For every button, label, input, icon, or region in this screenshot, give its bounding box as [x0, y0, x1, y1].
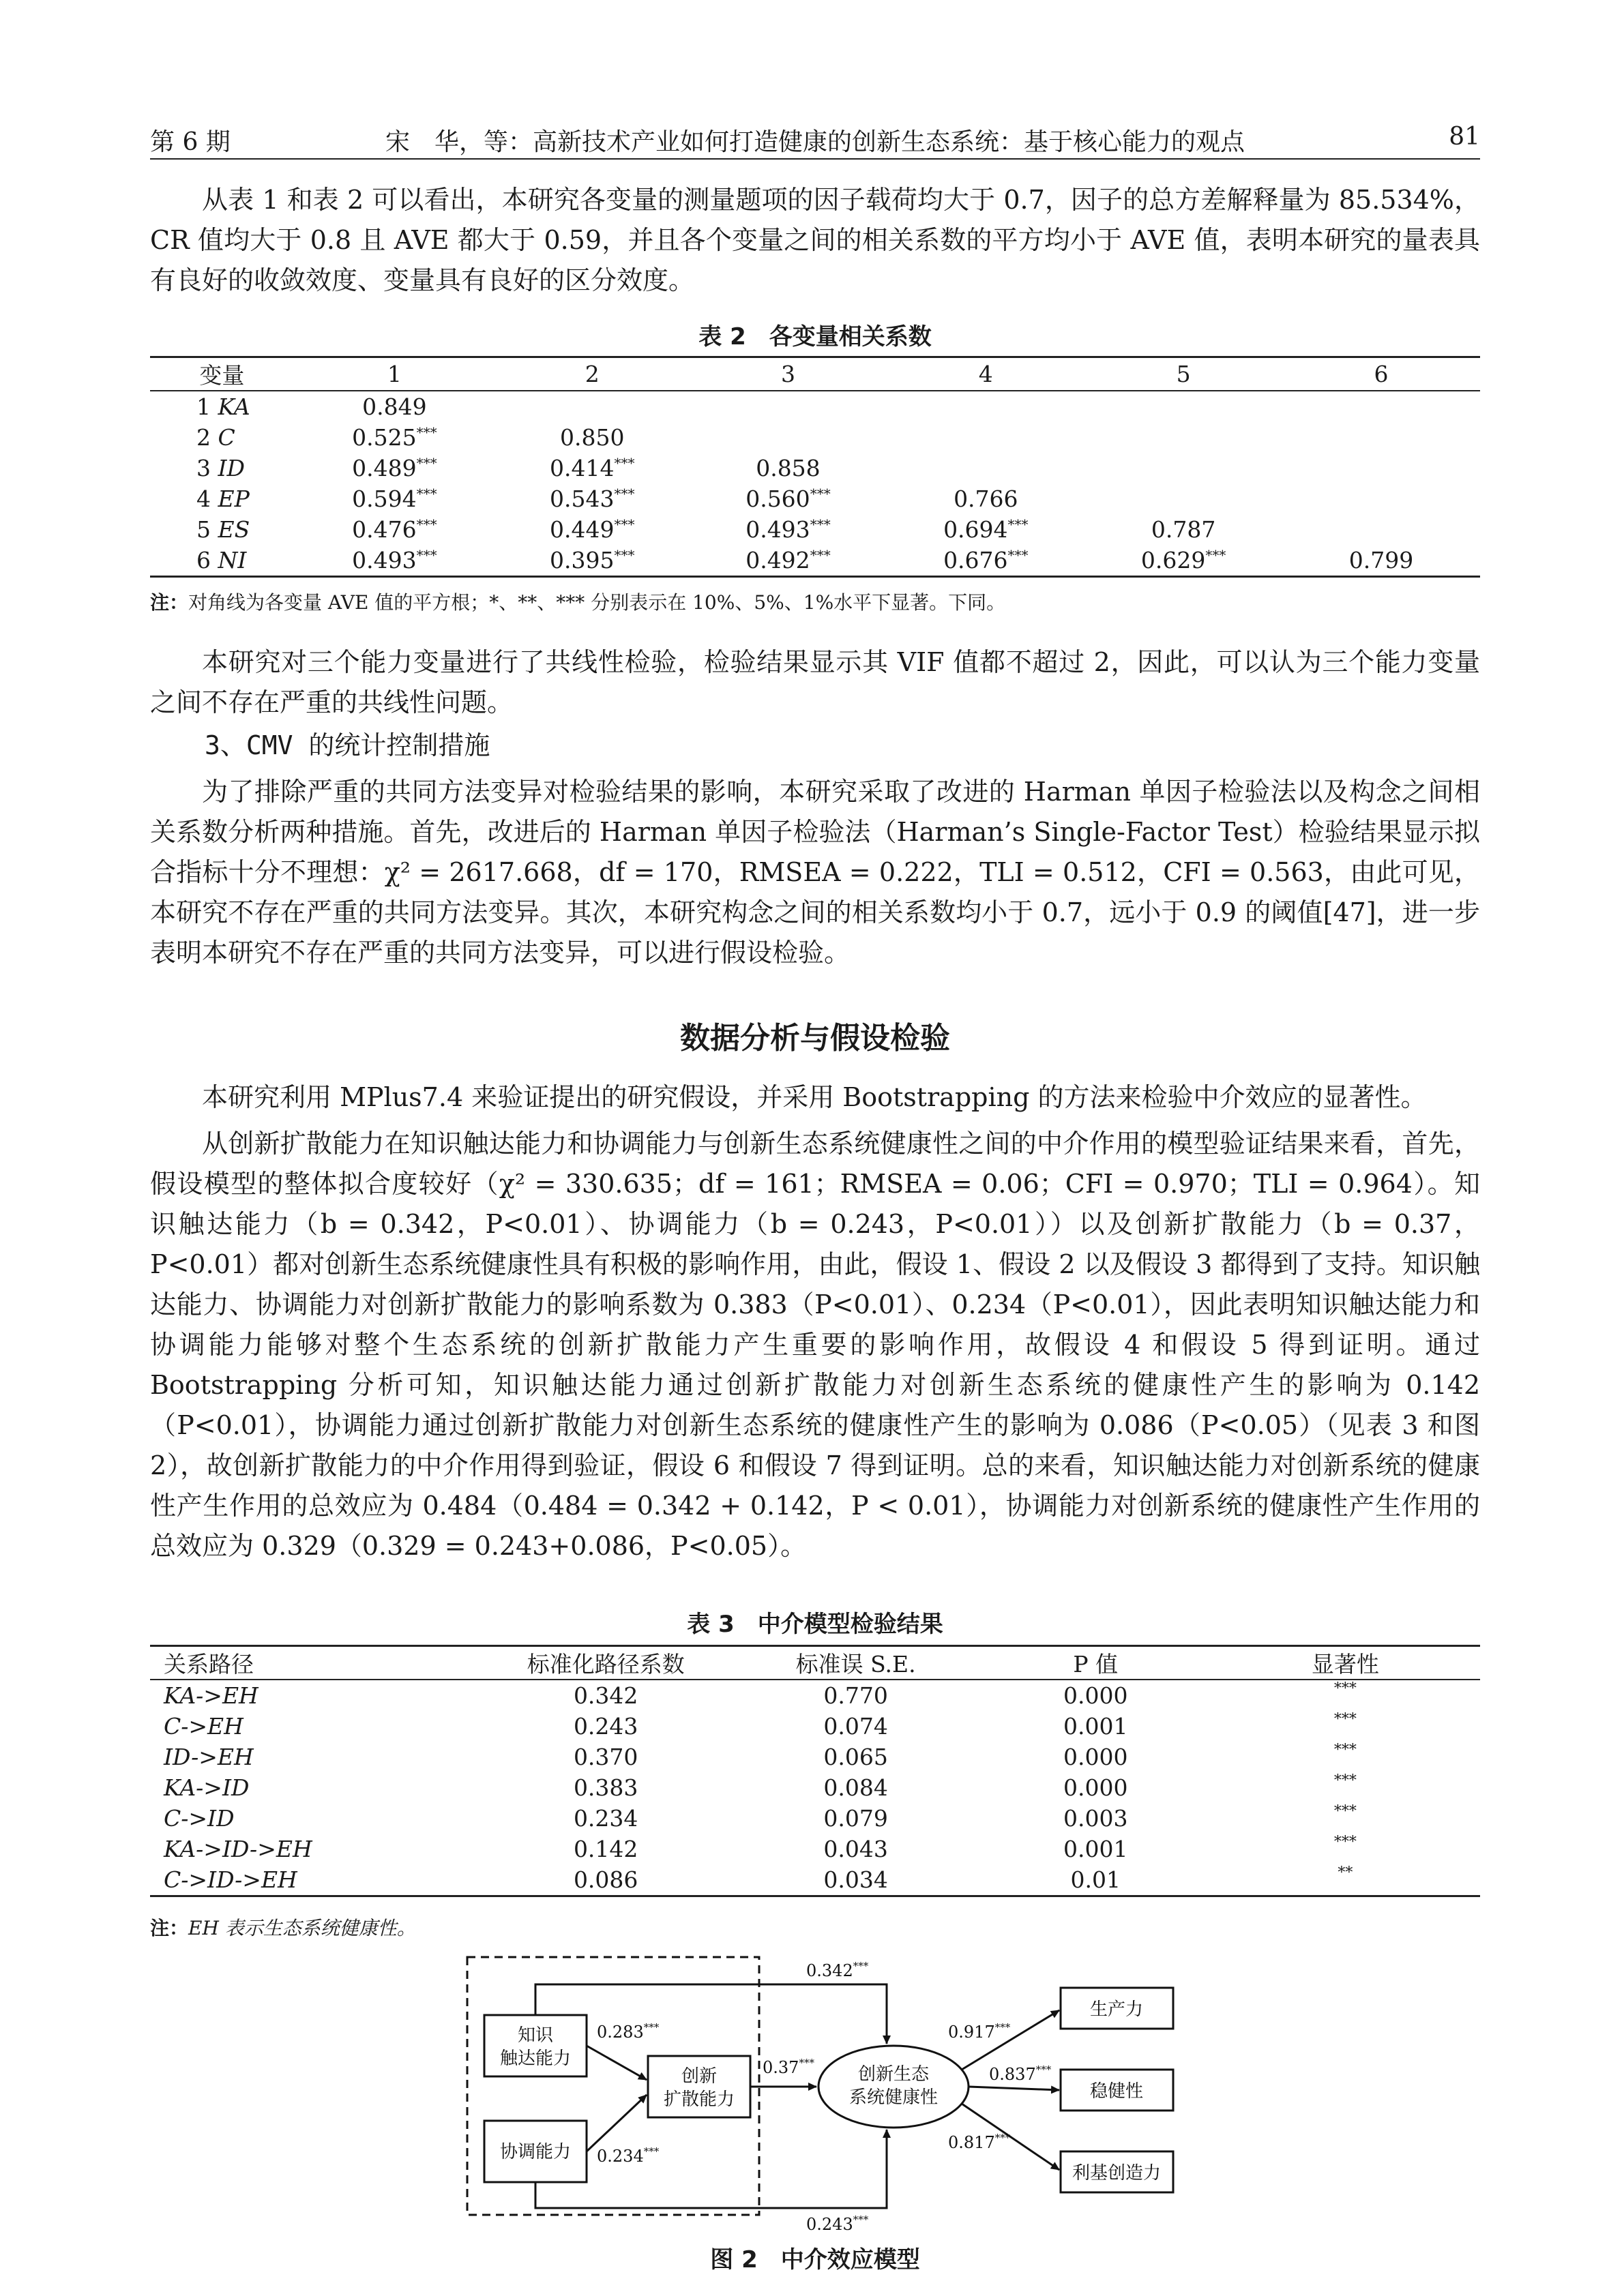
correlation-cell: 0.787	[1151, 516, 1216, 543]
node-ecosystem-health	[818, 2046, 969, 2128]
path-label: KA->ID->EH	[164, 1836, 312, 1862]
table-row	[150, 422, 1480, 453]
correlation-cell	[1282, 453, 1480, 483]
correlation-cell: 0.850	[559, 424, 625, 451]
table2-correlations	[150, 356, 1480, 578]
coef-id-eh: 0.37***	[763, 2057, 814, 2077]
article-title: 宋 华，等：高新技术产业如何打造健康的创新生态系统：基于核心能力的观点	[385, 128, 1245, 156]
correlation-cell	[1084, 422, 1282, 453]
correlation-cell: 0.694***	[943, 516, 1029, 543]
correlation-cell	[1282, 391, 1480, 422]
table2-header-cell: 1	[294, 357, 495, 391]
significance-cell: ***	[1333, 1742, 1357, 1759]
variable-label: 5 ES	[196, 516, 250, 543]
note-text: EH 表示生态系统健康性。	[188, 1917, 416, 1939]
correlation-cell	[887, 422, 1084, 453]
value-cell: 0.001	[1063, 1713, 1128, 1740]
table-row	[150, 1864, 1480, 1896]
variable-label: 3 ID	[196, 455, 245, 481]
correlation-cell	[1084, 483, 1282, 514]
table3-header-cell: 关系路径	[150, 1646, 481, 1680]
value-cell: 0.065	[823, 1744, 888, 1770]
value-cell: 0.086	[481, 1864, 730, 1896]
subheading-cmv: 3、CMV 的统计控制措施	[205, 730, 490, 760]
correlation-cell: 0.525***	[352, 424, 437, 451]
path-label: C->ID	[164, 1805, 235, 1832]
correlation-cell	[887, 391, 1084, 422]
variable-label: 2 C	[196, 424, 235, 451]
value-cell: 0.001	[1063, 1836, 1128, 1862]
table3-mediation	[150, 1645, 1480, 1897]
value-cell: 0.084	[823, 1774, 888, 1801]
significance-cell: ***	[1333, 1834, 1357, 1851]
coef-ka-eh: 0.342***	[806, 1960, 869, 1980]
correlation-cell: 0.629***	[1084, 545, 1282, 577]
significance-cell: ***	[1333, 1772, 1357, 1789]
arrow-ka-eh	[535, 1984, 887, 2044]
path-label: KA->EH	[164, 1682, 259, 1709]
node-label: 稳健性	[1089, 2081, 1144, 2102]
table2-header-cell: 5	[1084, 357, 1282, 391]
value-cell: 0.000	[1063, 1744, 1128, 1770]
note-text: 对角线为各变量 AVE 值的平方根；*、**、*** 分别表示在 10%、5%、1%水平下显著。下同。	[188, 591, 1006, 614]
coef-eh-productivity: 0.917***	[948, 2021, 1011, 2042]
issue-number: 第 6 期	[150, 128, 231, 156]
correlation-cell: 0.858	[756, 455, 821, 481]
correlation-cell: 0.849	[362, 393, 427, 420]
correlation-cell	[690, 391, 887, 422]
path-label: KA->ID	[164, 1774, 250, 1801]
correlation-cell	[887, 453, 1084, 483]
correlation-cell	[690, 422, 887, 453]
coef-ka-id: 0.283***	[597, 2021, 660, 2042]
section-title: 数据分析与假设检验	[680, 1021, 950, 1056]
table2-note	[150, 589, 1005, 616]
table-row	[150, 1742, 1480, 1772]
node-label: 知识	[517, 2025, 554, 2046]
significance-cell: ***	[1333, 1680, 1357, 1697]
significance-cell: ***	[1333, 1711, 1357, 1728]
node-label: 系统健康性	[848, 2087, 939, 2108]
value-cell: 0.383	[573, 1774, 638, 1801]
table3-header-cell: 标准误 S.E.	[730, 1646, 980, 1680]
value-cell: 0.01	[981, 1864, 1211, 1896]
running-header	[150, 123, 1480, 164]
table-row	[150, 1680, 1480, 1711]
value-cell: 0.000	[1063, 1774, 1128, 1801]
value-cell: 0.234	[573, 1805, 638, 1832]
paragraph-results: 从创新扩散能力在知识触达能力和协调能力与创新生态系统健康性之间的中介作用的模型验证结果来看，首先，假设模型的整体拟合度较好（χ² = 330.635；df = 161；RMSEA = 0.06；CFI = 0.970；TLI = 0.964）。知识触达能力（b = 0.342，P<0.01）、协调能力（b = 0.243，P<0.01））以及创新扩散能力（b = 0.37，P<0.01）都对创新生态系统健康性具有积极的影响作用，由此，假设 1、假设 2 以及假设 3 都得到了支持。知识触达能力、协调能力对创新扩散能力的影响系数为 0.383（P<0.01）、0.234（P<0.01），因此表明知识触达能力和协调能力能够对整个生态系统的创新扩散能力产生重要的影响作用，故假设 4 和假设 5 得到证明。通过 Bootstrapping 分析可知，知识触达能力通过创新扩散能力对创新生态系统的健康性产生的影响为 0.142（P<0.01），协调能力通过创新扩散能力对创新生态系统的健康性产生的影响为 0.086（P<0.05）（见表 3 和图 2），故创新扩散能力的中介作用得到验证，假设 6 和假设 7 得到证明。总的来看，知识触达能力对创新系统的健康性产生作用的总效应为 0.484（0.484 = 0.342 + 0.142，P < 0.01），协调能力对创新系统的健康性产生作用的总效应为 0.329（0.329 = 0.243+0.086，P<0.05）。	[150, 1129, 1480, 1561]
node-label: 利基创造力	[1072, 2163, 1162, 2183]
correlation-cell: 0.594***	[352, 486, 437, 512]
note-label: 注：	[150, 591, 189, 614]
value-cell: 0.079	[823, 1805, 888, 1832]
value-cell: 0.342	[573, 1682, 638, 1709]
correlation-cell: 0.395***	[495, 545, 690, 577]
path-label: C->ID->EH	[150, 1864, 481, 1896]
correlation-cell: 0.493***	[745, 516, 831, 543]
table-row	[150, 453, 1480, 483]
table3-note	[150, 1915, 416, 1942]
correlation-cell	[1282, 422, 1480, 453]
table-row	[150, 391, 1480, 422]
table3-header-cell: 标准化路径系数	[481, 1646, 730, 1680]
variable-label: 6 NI	[150, 545, 294, 577]
value-cell: 0.074	[823, 1713, 888, 1740]
arrow-c-id	[587, 2095, 647, 2151]
table3-header-cell: 显著性	[1211, 1646, 1480, 1680]
correlation-cell: 0.476***	[352, 516, 437, 543]
page-number: 81	[1449, 123, 1480, 151]
correlation-cell: 0.676***	[887, 545, 1084, 577]
correlation-cell: 0.799	[1282, 545, 1480, 577]
table2-header-cell: 2	[495, 357, 690, 391]
note-label: 注：	[150, 1917, 189, 1939]
value-cell: 0.770	[823, 1682, 888, 1709]
value-cell: 0.142	[573, 1836, 638, 1862]
table2-header-cell: 变量	[150, 357, 294, 391]
table-row	[150, 514, 1480, 545]
node-label: 生产力	[1089, 1999, 1144, 2020]
correlation-cell	[495, 391, 690, 422]
node-label: 创新生态	[857, 2064, 930, 2085]
coef-eh-niche: 0.817***	[948, 2132, 1011, 2152]
value-cell: 0.003	[1063, 1805, 1128, 1832]
correlation-cell	[1282, 514, 1480, 545]
correlation-cell: 0.492***	[690, 545, 887, 577]
mediation-model-figure	[150, 1950, 1480, 2237]
arrow-eh-robustness	[969, 2087, 1059, 2090]
correlation-cell: 0.543***	[549, 486, 635, 512]
path-label: C->EH	[164, 1713, 243, 1740]
figure2-caption: 图 2 中介效应模型	[710, 2246, 920, 2273]
significance-cell: **	[1211, 1864, 1480, 1896]
table2-header-cell: 4	[887, 357, 1084, 391]
correlation-cell: 0.560***	[745, 486, 831, 512]
arrow-c-eh	[535, 2130, 887, 2208]
variable-label: 4 EP	[196, 486, 250, 512]
node-label: 创新	[681, 2066, 718, 2087]
table2-header-cell: 6	[1282, 357, 1480, 391]
value-cell: 0.370	[573, 1744, 638, 1770]
table-row	[150, 1711, 1480, 1742]
correlation-cell	[1084, 453, 1282, 483]
correlation-cell: 0.449***	[549, 516, 635, 543]
paragraph-validity: 从表 1 和表 2 可以看出，本研究各变量的测量题项的因子载荷均大于 0.7，因子的总方差解释量为 85.534%，CR 值均大于 0.8 且 AVE 都大于 0.59，并且各个变量之间的相关系数的平方均小于 AVE 值，表明本研究的量表具有良好的收敛效度、变量具有良好的区分效度。	[150, 185, 1480, 295]
header-rule	[150, 158, 1480, 160]
coef-eh-robustness: 0.837***	[989, 2063, 1052, 2084]
node-label: 触达能力	[499, 2048, 572, 2069]
node-label: 协调能力	[499, 2142, 572, 2162]
coef-c-eh: 0.243***	[806, 2213, 869, 2234]
path-label: ID->EH	[164, 1744, 254, 1770]
coef-c-id: 0.234***	[597, 2145, 660, 2166]
table-row	[150, 483, 1480, 514]
correlation-cell	[1282, 483, 1480, 514]
correlation-cell: 0.493***	[294, 545, 495, 577]
correlation-cell	[1084, 391, 1282, 422]
table-row	[150, 1834, 1480, 1864]
table-row	[150, 545, 1480, 577]
table3-header-cell: P 值	[981, 1646, 1211, 1680]
correlation-cell: 0.489***	[352, 455, 437, 481]
significance-cell: ***	[1333, 1803, 1357, 1820]
value-cell: 0.043	[823, 1836, 888, 1862]
correlation-cell: 0.414***	[549, 455, 635, 481]
paragraph-collinearity: 本研究对三个能力变量进行了共线性检验，检验结果显示其 VIF 值都不超过 2，因此，可以认为三个能力变量之间不存在严重的共线性问题。	[150, 647, 1480, 717]
arrow-ka-id	[587, 2046, 647, 2080]
table-row	[150, 1772, 1480, 1803]
value-cell: 0.243	[573, 1713, 638, 1740]
table-row	[150, 1803, 1480, 1834]
variable-label: 1 KA	[196, 393, 250, 420]
node-label: 扩散能力	[663, 2089, 735, 2110]
correlation-cell: 0.766	[954, 486, 1018, 512]
value-cell: 0.034	[730, 1864, 980, 1896]
table3-caption: 表 3 中介模型检验结果	[687, 1611, 943, 1638]
value-cell: 0.000	[1063, 1682, 1128, 1709]
table2-caption: 表 2 各变量相关系数	[698, 323, 932, 351]
paragraph-method: 本研究利用 MPlus7.4 来验证提出的研究假设，并采用 Bootstrapping 的方法来检验中介效应的显著性。	[202, 1082, 1427, 1112]
table2-header-cell: 3	[690, 357, 887, 391]
paragraph-cmv: 为了排除严重的共同方法变异对检验结果的影响，本研究采取了改进的 Harman 单因子检验法以及构念之间相关系数分析两种措施。首先，改进后的 Harman 单因子检验法（Harman’s Single-Factor Test）检验结果显示拟合指标十分不理想：χ² = 2617.668，df = 170，RMSEA = 0.222，TLI = 0.512，CFI = 0.563，由此可见，本研究不存在严重的共同方法变异。其次，本研究构念之间的相关系数均小于 0.7，远小于 0.9 的阈值[47]，进一步表明本研究不存在严重的共同方法变异，可以进行假设检验。	[150, 777, 1480, 968]
